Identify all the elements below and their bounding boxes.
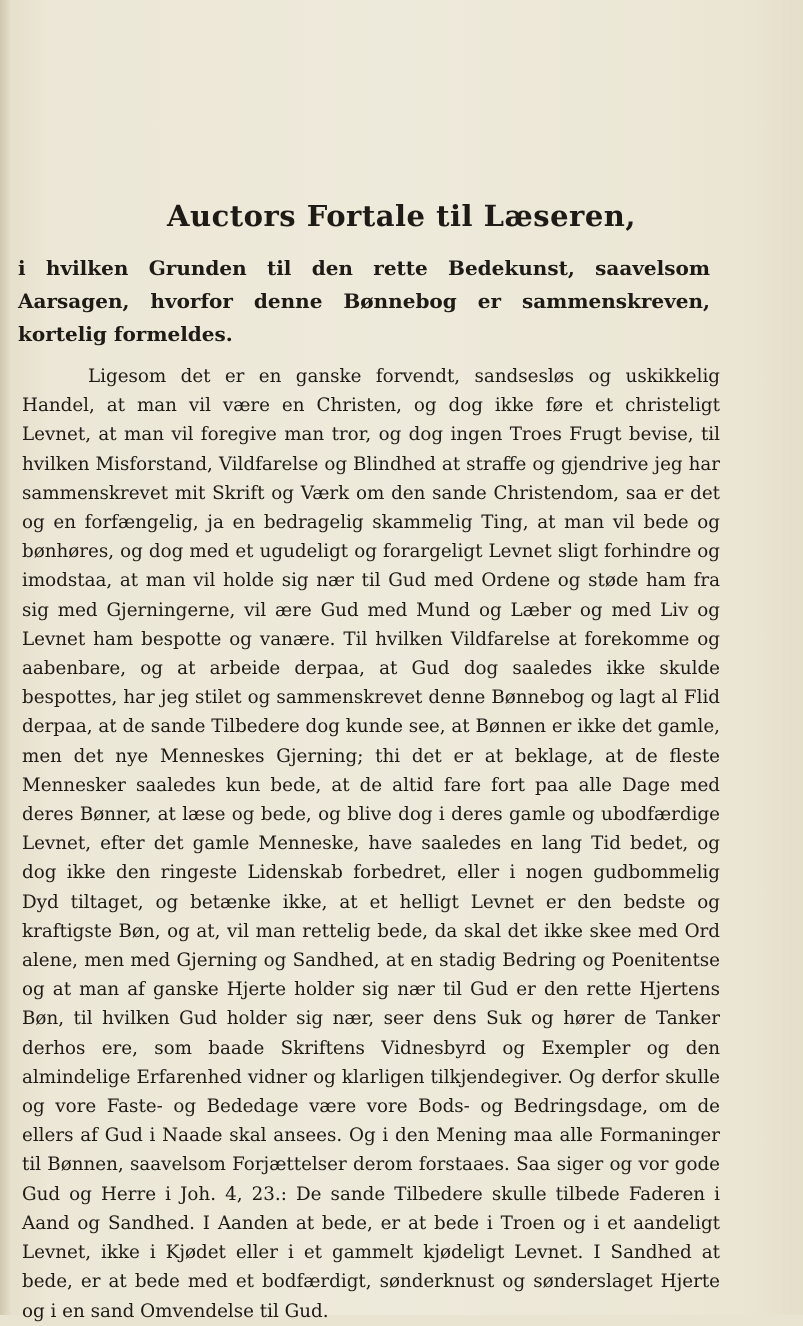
body-paragraph: Ligesom det er en ganske forvendt, sandsesløs og uskikkelig Handel, at man vil være en Christen, og dog ikke føre et christeligt Levnet, at man vil foregive man tror, og dog ingen Troes Frugt bevise, til hvilken Misforstand, Vildfarelse og Blindhed at straffe og gjendrive jeg har sammenskrevet mit Skrift og Værk om den sande Christendom, saa er det og en forfængelig, ja en bedragelig skammelig Ting, at man vil bede og bønhøres, og dog med et ugudeligt og forargeligt Levnet sligt forhindre og imodstaa, at man vil holde sig nær til Gud med Ordene og støde ham fra sig med Gjerningerne, vil ære Gud med Mund og Læber og med Liv og Levnet ham bespotte og vanære. Til hvilken Vildfarelse at forekomme og aabenbare, og at arbeide derpaa, at Gud dog saaledes ikke skulde bespottes, har jeg stilet og sammenskrevet denne Bønnebog og lagt al Flid derpaa, at de sande Tilbedere dog kunde see, at Bønnen er ikke det gamle, men det nye Menneskes Gjerning; thi det er at beklage, at de fleste Mennesker saaledes kun bede, at de altid fare fort paa alle Dage med deres Bønner, at læse og bede, og blive dog i deres gamle og ubodfærdige Levnet, efter det gamle Menneske, have saaledes en lang Tid bedet, og dog ikke den ringeste Lidenskab forbedret, eller i nogen gudbommelig Dyd tiltaget, og betænke ikke, at et helligt Levnet er den bedste og kraftigste Bøn, og at, vil man rettelig bede, da skal det ikke skee med Ord alene, men med Gjerning og Sandhed, at en stadig Bedring og Poenitentse og at man af ganske Hjerte holder sig nær til Gud er den rette Hjertens Bøn, til hvilken Gud holder sig nær, seer dens Suk og hører de Tanker derhos ere, som baade Skriftens Vidnesbyrd og Exempler og den almindelige Erfarenhed vidner og klarligen tilkjendegiver. Og derfor skulle og vore Faste- og Bededage være vore Bods- og Bedringsdage, om de ellers af Gud i Naade skal ansees. Og i den Mening maa alle Formaninger til Bønnen, saavelsom Forjættelser derom forstaaes. Saa siger og vor gode Gud og Herre i Joh. 4, 23.: De sande Tilbedere skulle tilbede Faderen i Aand og Sandhed. I Aanden at bede, er at bede i Troen og i et aandeligt Levnet, ikke i Kjødet eller i et gammelt kjødeligt Levnet. I Sandhed at bede, er at bede med et bodfærdigt, sønderknust og sønderslaget Hjerte og i en sand Omvendelse til Gud. xyxy=(22,366,720,1322)
chapter-subheading: i hvilken Grunden til den rette Bedekunst, saavelsom Aarsagen, hvorfor denne Bønnebog er sammenskreven, kortelig formeldes. xyxy=(18,256,710,346)
chapter-heading: Auctors Fortale til Læseren, xyxy=(167,199,636,233)
